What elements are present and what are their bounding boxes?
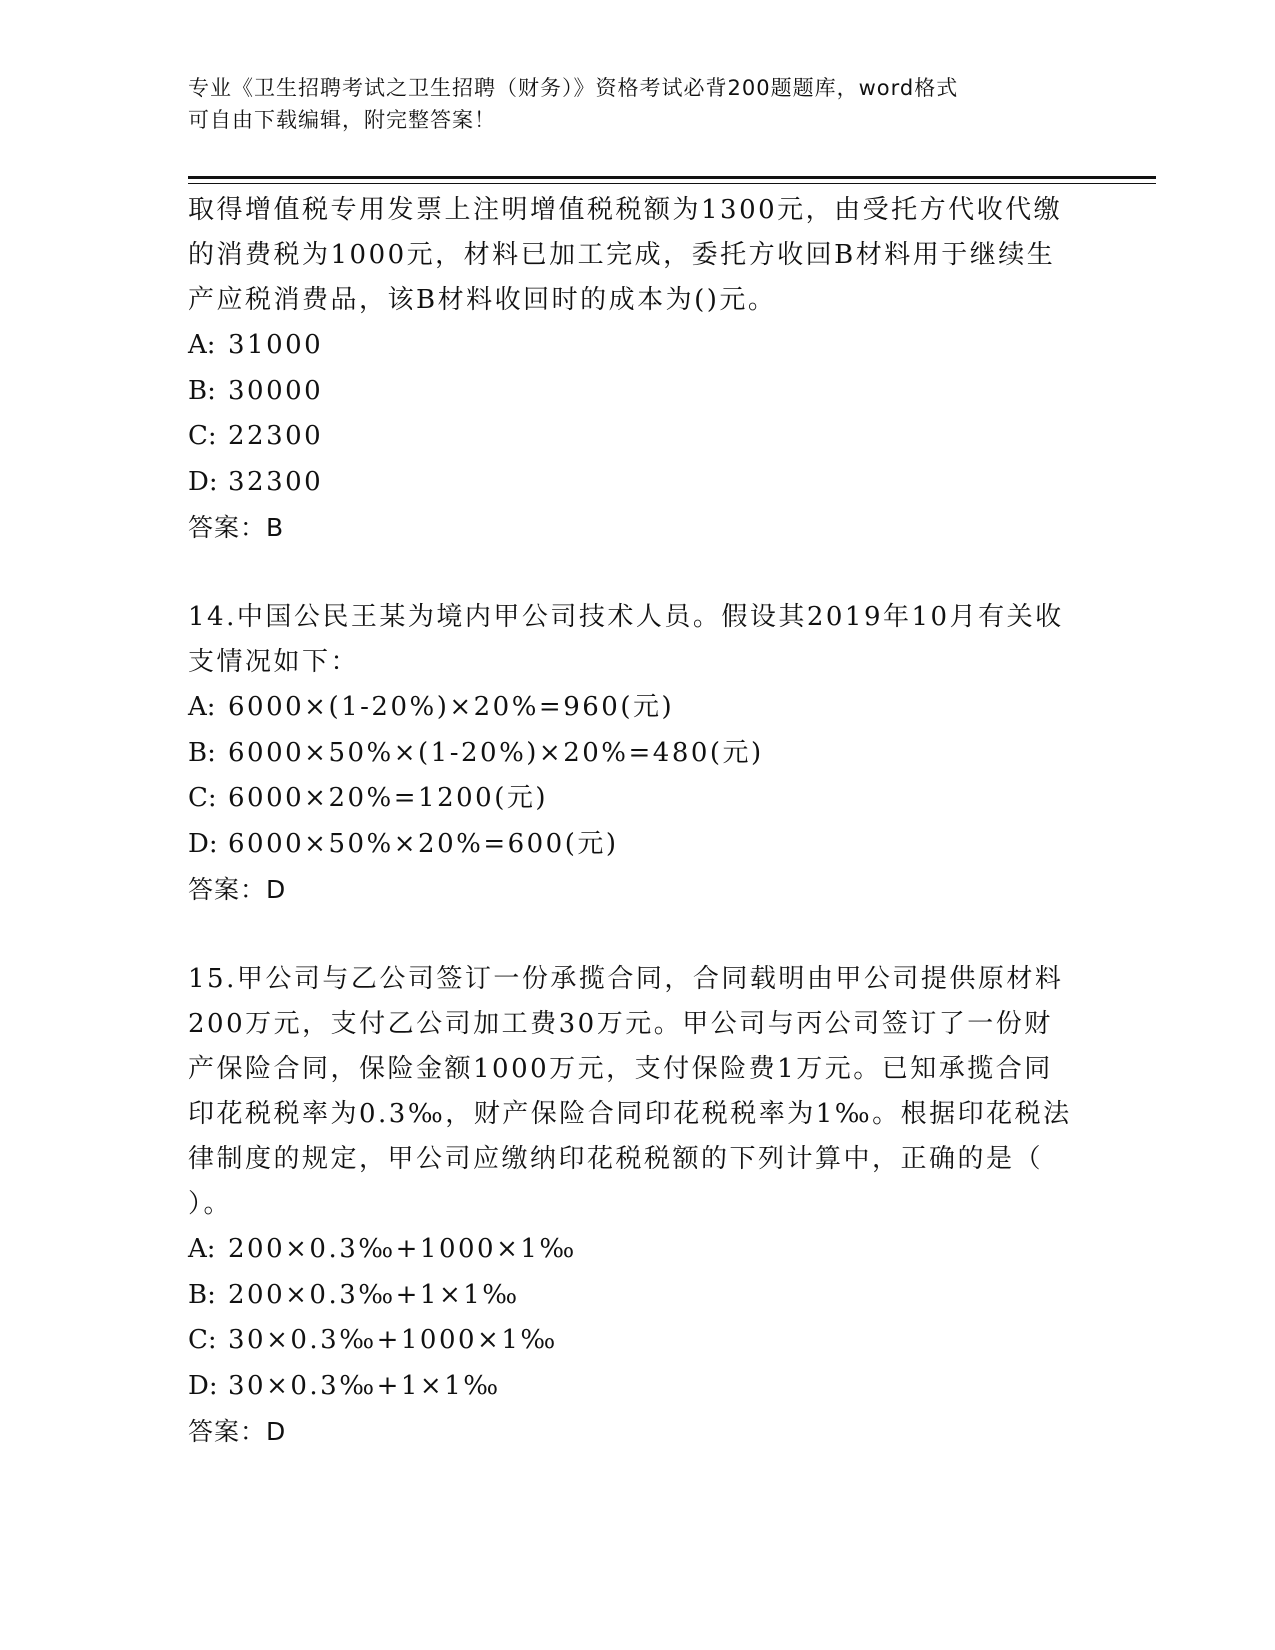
answer-line: 答案：D xyxy=(188,1417,287,1446)
option-label: B: xyxy=(188,375,216,406)
question-list xyxy=(188,188,1088,1454)
option-label: A: xyxy=(188,692,216,722)
option-label: D: xyxy=(188,1370,218,1401)
option-text: 200×0.3‰+1×1‰ xyxy=(228,1279,520,1310)
option-label: A: xyxy=(188,330,216,360)
option-text: 6000×50%×20%=600(元) xyxy=(228,828,619,859)
question-15 xyxy=(188,957,1088,1454)
option-text: 30×0.3‰+1000×1‰ xyxy=(228,1325,558,1355)
option-c xyxy=(188,414,1088,460)
option-a xyxy=(188,323,1088,369)
option-text: 32300 xyxy=(228,466,324,497)
option-label: C: xyxy=(188,1325,217,1355)
option-text: 6000×50%×(1-20%)×20%=480(元) xyxy=(228,737,764,768)
answer-line: 答案：B xyxy=(188,513,285,542)
question-stem-line: ）。 xyxy=(188,1189,233,1219)
document-header xyxy=(188,72,1088,136)
header-line-2: 可自由下载编辑，附完整答案！ xyxy=(188,108,496,132)
option-text: 31000 xyxy=(228,330,324,360)
option-c xyxy=(188,776,1088,822)
option-label: D: xyxy=(188,466,218,497)
question-gap xyxy=(188,912,1088,957)
option-label: A: xyxy=(188,1234,216,1264)
option-b xyxy=(188,731,1088,777)
question-stem-line: 14.中国公民王某为境内甲公司技术人员。假设其2019年10月有关收 xyxy=(188,602,1064,632)
option-d xyxy=(188,822,1088,868)
option-text: 6000×20%=1200(元) xyxy=(228,783,548,813)
question-stem-line: 取得增值税专用发票上注明增值税税额为1300元，由受托方代收代缴 xyxy=(188,195,1063,225)
option-text: 30×0.3‰+1×1‰ xyxy=(228,1370,501,1401)
question-stem-line: 15.甲公司与乙公司签订一份承揽合同，合同载明由甲公司提供原材料 xyxy=(188,964,1064,994)
question-14 xyxy=(188,595,1088,912)
option-text: 200×0.3‰+1000×1‰ xyxy=(228,1234,577,1264)
question-stem-line: 的消费税为1000元，材料已加工完成，委托方收回B材料用于继续生 xyxy=(188,240,1056,270)
option-b xyxy=(188,1273,1088,1319)
question-stem-line: 律制度的规定，甲公司应缴纳印花税税额的下列计算中，正确的是（ xyxy=(188,1144,1044,1174)
question-stem-line: 产应税消费品，该B材料收回时的成本为()元。 xyxy=(188,285,777,315)
question-stem-line: 支情况如下： xyxy=(188,647,360,677)
option-text: 6000×(1-20%)×20%=960(元) xyxy=(228,692,675,722)
option-label: B: xyxy=(188,737,216,768)
option-label: B: xyxy=(188,1279,216,1310)
question-stem-line: 产保险合同，保险金额1000万元，支付保险费1万元。已知承揽合同 xyxy=(188,1054,1053,1084)
header-divider-thick xyxy=(188,176,1156,179)
option-label: C: xyxy=(188,421,217,451)
option-text: 30000 xyxy=(228,375,324,406)
header-divider-thin xyxy=(188,183,1156,184)
question-13 xyxy=(188,188,1088,550)
option-label: C: xyxy=(188,783,217,813)
option-b xyxy=(188,369,1088,415)
option-a xyxy=(188,685,1088,731)
option-d xyxy=(188,460,1088,506)
option-d xyxy=(188,1364,1088,1410)
question-stem-line: 200万元，支付乙公司加工费30万元。甲公司与丙公司签订了一份财 xyxy=(188,1009,1053,1039)
answer-line: 答案：D xyxy=(188,875,287,904)
question-gap xyxy=(188,550,1088,595)
option-text: 22300 xyxy=(228,421,324,451)
header-line-1: 专业《卫生招聘考试之卫生招聘（财务）》资格考试必背200题题库，word格式 xyxy=(188,76,959,100)
option-label: D: xyxy=(188,828,218,859)
question-stem-line: 印花税税率为0.3‰，财产保险合同印花税税率为1‰。根据印花税法 xyxy=(188,1099,1072,1129)
option-a xyxy=(188,1227,1088,1273)
option-c xyxy=(188,1318,1088,1364)
